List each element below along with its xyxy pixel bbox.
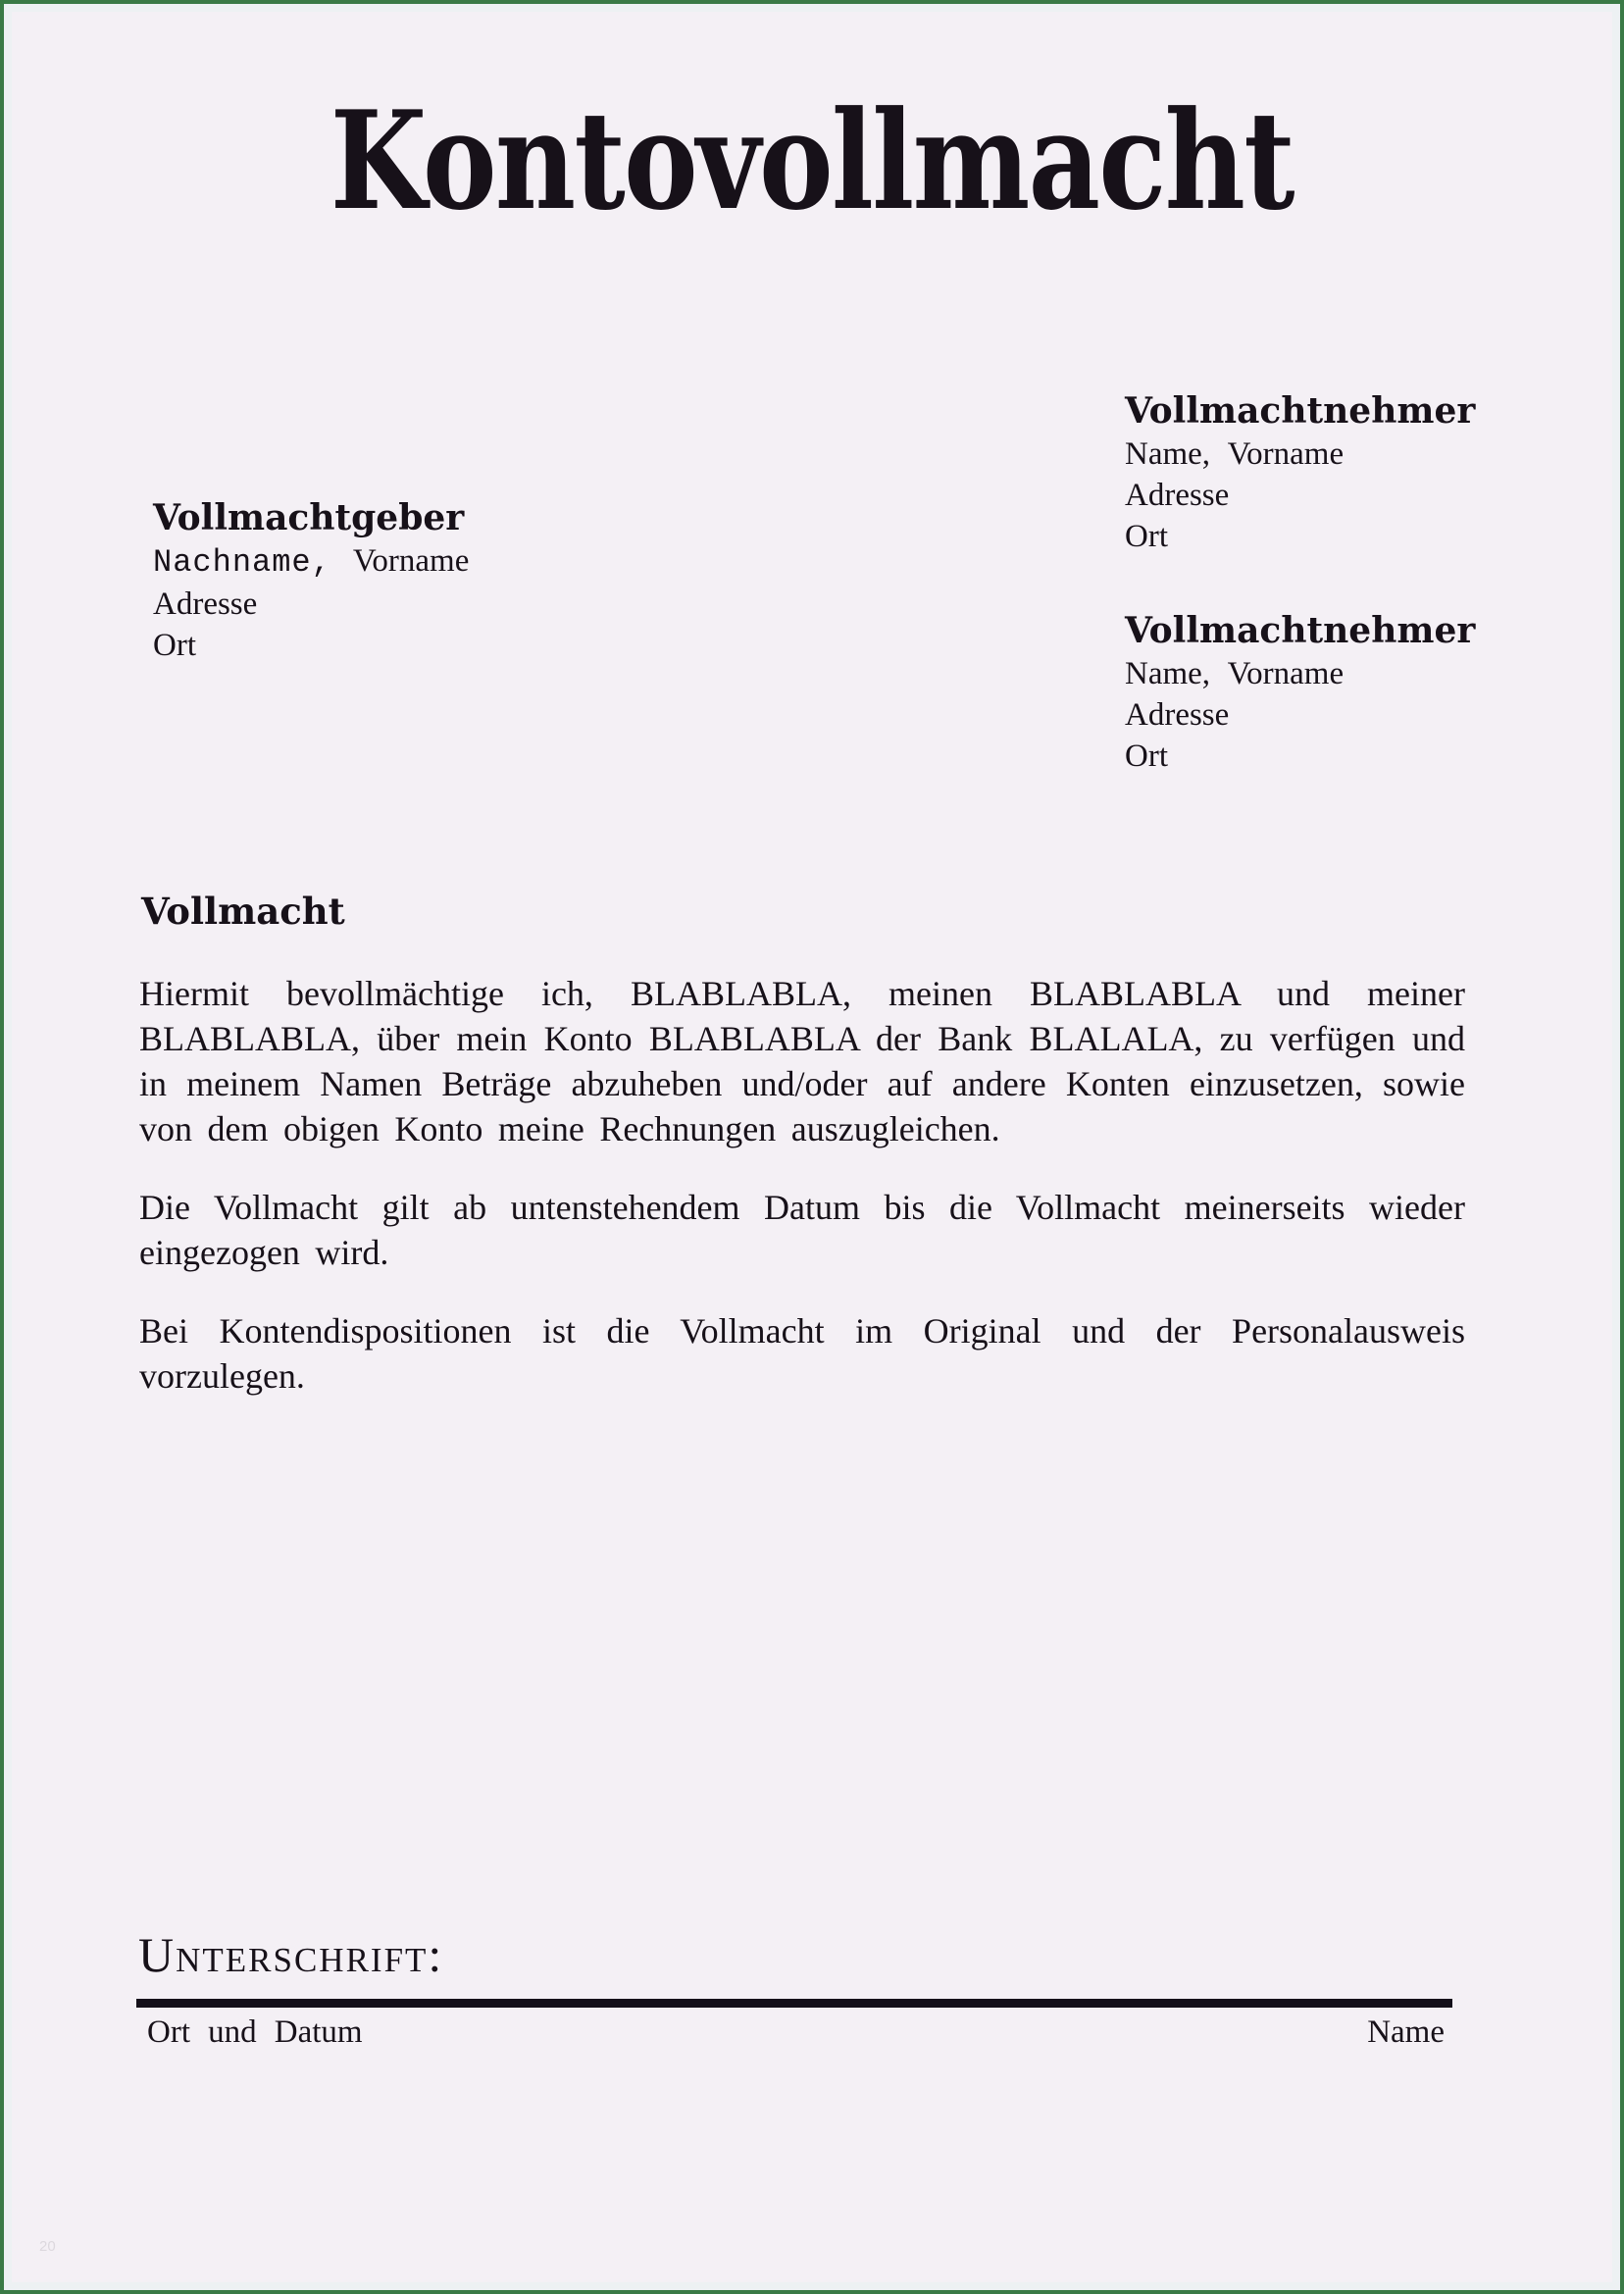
signature-caption-name: Name: [1367, 2014, 1445, 2050]
vollmachtnehmer-1-name-line: Name, Vorname: [1125, 436, 1345, 472]
document-title: Kontovollmacht: [330, 80, 1294, 240]
vollmachtgeber-address-line: Adresse: [153, 586, 258, 622]
vollmacht-body-text: [139, 971, 1465, 1432]
vollmachtnehmer-2-address-line: Adresse: [1125, 697, 1230, 733]
vollmacht-section-heading: Vollmacht: [141, 890, 345, 933]
body-paragraph-2: Die Vollmacht gilt ab untenstehendem Datum bis die Vollmacht meinerseits wieder eingezogen wird.: [139, 1188, 1465, 1272]
vollmachtgeber-block: [153, 495, 469, 666]
signature-caption-place-date: Ort und Datum: [147, 2014, 363, 2050]
vollmachtnehmer-2-name-line: Name, Vorname: [1125, 656, 1345, 691]
vollmachtgeber-lastname: Nachname,: [153, 544, 331, 581]
signature-label: Unterschrift:: [138, 1927, 444, 1982]
vollmachtnehmer-2-city-line: Ort: [1125, 739, 1168, 774]
body-paragraph-1: Hiermit bevollmächtige ich, BLABLABLA, meinen BLABLABLA und meiner BLABLABLA, über mein Konto BLABLABLA der Bank BLALALA, zu verfügen und in meinem Namen Beträge abzuheben und/oder auf andere Konten einzusetzen, sowie von dem obigen Konto meine Rechnungen auszugleichen.: [139, 974, 1465, 1148]
document-title-wrap: [4, 80, 1620, 240]
signature-line: [136, 1999, 1452, 2008]
vollmachtgeber-heading: Vollmachtgeber: [153, 497, 465, 538]
vollmachtgeber-city-line: Ort: [153, 628, 196, 663]
vollmachtnehmer-block-2: [1125, 608, 1475, 777]
body-paragraph-3: Bei Kontendispositionen ist die Vollmacht im Original und der Personalausweis vorzulegen.: [139, 1311, 1465, 1396]
vollmachtnehmer-2-heading: Vollmachtnehmer: [1125, 610, 1476, 651]
vollmachtgeber-name-line: [153, 540, 469, 584]
vollmachtnehmer-1-address-line: Adresse: [1125, 478, 1230, 513]
watermark-text: 20: [39, 2238, 56, 2255]
vollmachtnehmer-1-heading: Vollmachtnehmer: [1125, 390, 1476, 432]
vollmachtgeber-firstname: Vorname: [352, 543, 470, 579]
vollmachtnehmer-block-1: [1125, 388, 1475, 557]
vollmachtnehmer-1-city-line: Ort: [1125, 519, 1168, 554]
